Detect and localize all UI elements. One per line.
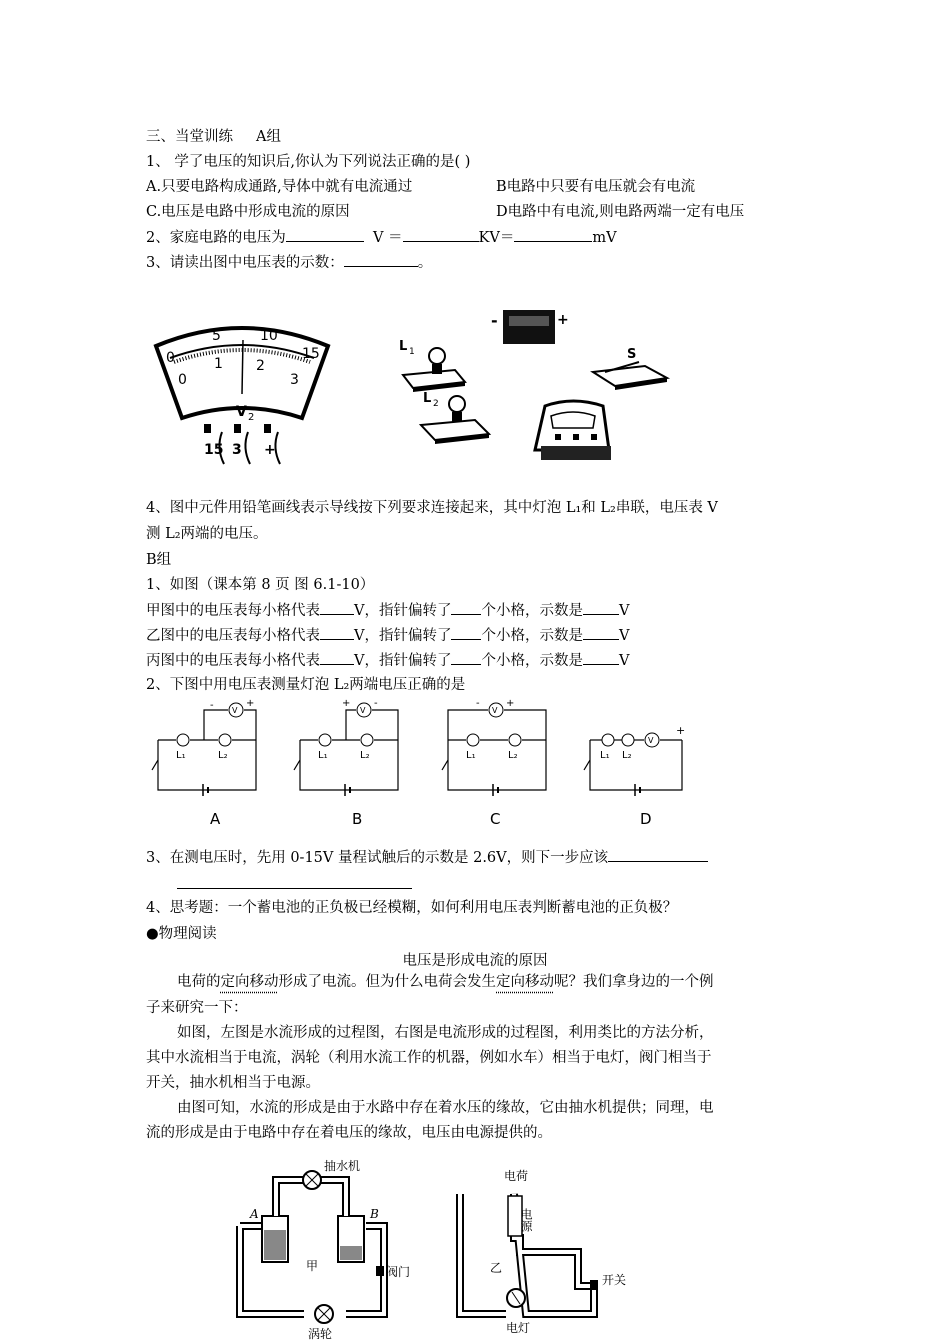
q1-stem: 1、 学了电压的知识后,你认为下列说法正确的是( ) <box>146 154 471 170</box>
q1-option-c: C.电压是电路中形成电流的原因 <box>146 204 350 220</box>
svg-text:+: + <box>246 698 255 709</box>
option-d-label: D <box>640 810 652 828</box>
svg-text:-: - <box>210 700 214 711</box>
components-figure <box>395 300 675 465</box>
reading-p2-line-1: 如图，左图是水流形成的过程图，右图是电流形成的过程图，利用类比的方法分析， <box>177 1025 714 1041</box>
row-text: V <box>618 603 630 619</box>
svg-text:+: + <box>557 312 569 328</box>
blank[interactable] <box>451 650 481 665</box>
circuit-b <box>294 698 398 828</box>
q2-blank-2[interactable] <box>403 227 479 242</box>
scale-bottom-1: 1 <box>214 356 223 372</box>
figure-yi-label: 乙 <box>490 1261 503 1275</box>
svg-text:+: + <box>506 698 515 709</box>
q2-line <box>146 227 617 248</box>
q1-option-a: A.只要电路构成通路,导体中就有电流通过 <box>146 179 413 195</box>
option-c-label: C <box>490 810 501 828</box>
blank[interactable] <box>583 600 619 615</box>
svg-text:L₁: L₁ <box>466 750 476 761</box>
svg-text:2: 2 <box>433 399 439 409</box>
emphasis: 定向移动 <box>496 974 554 990</box>
battery-icon <box>491 310 569 344</box>
blank[interactable] <box>320 625 354 640</box>
b-q4-line: 4、思考题：一个蓄电池的正负极已经模糊，如何利用电压表判断蓄电池的正负极？ <box>146 900 678 916</box>
terminal-3: 3 <box>232 442 242 458</box>
scale-top-0: 0 <box>166 350 175 366</box>
b-q3-blank-2[interactable] <box>177 888 412 889</box>
switch-label: 开关 <box>602 1273 627 1287</box>
blank[interactable] <box>583 650 619 665</box>
row-text: 个小格，示数是 <box>481 603 583 619</box>
svg-text:-: - <box>374 698 378 709</box>
emphasis: 定向移动 <box>220 974 279 990</box>
text: 形成了电流。但为什么电荷会发生 <box>278 974 496 990</box>
option-b-label: B <box>352 810 363 828</box>
reading-p1-line-2: 子来研究一下： <box>146 1000 248 1016</box>
svg-text:S: S <box>627 347 637 362</box>
q4-line-1: 4、图中元件用铅笔画线表示导线按下列要求连接起来，其中灯泡 L₁和 L₂串联，电压表 V <box>146 500 718 516</box>
svg-text:+: + <box>342 698 351 709</box>
b-q1-row-2 <box>146 625 629 646</box>
q1-option-d: D电路中有电流,则电路两端一定有电压 <box>496 204 745 220</box>
electric-flow-figure <box>446 1168 636 1335</box>
circuit-diagrams <box>148 698 708 833</box>
source-label: 电源 <box>519 1208 533 1232</box>
reading-p3-line-2: 流的形成是由于电路中存在着电压的缘故，电压由电源提供的。 <box>146 1125 552 1141</box>
q2-text-4: mV <box>592 230 617 246</box>
blank[interactable] <box>451 625 481 640</box>
group-b-label: B组 <box>146 552 172 568</box>
svg-text:V: V <box>648 736 654 745</box>
b-q3-blank-1[interactable] <box>608 847 708 862</box>
row-text: 丙图中的电压表每小格代表 <box>146 653 320 669</box>
reading-title: 电压是形成电流的原因 <box>402 953 548 969</box>
option-a-label: A <box>210 810 221 828</box>
q3-end: 。 <box>417 255 433 271</box>
voltmeter-figure <box>152 318 332 468</box>
water-flow-figure <box>234 1158 414 1341</box>
scale-bottom-3: 3 <box>290 372 299 388</box>
circuit-a <box>152 698 256 828</box>
text: 电荷的 <box>177 974 221 990</box>
row-text: V，指针偏转了 <box>354 653 452 669</box>
bulb-l2-icon <box>421 391 489 444</box>
svg-text:L₁: L₁ <box>600 750 610 761</box>
tank-a-label: A <box>250 1207 259 1221</box>
figure-jia-label: 甲 <box>306 1259 319 1273</box>
svg-text:L₂: L₂ <box>622 750 632 761</box>
svg-text:L₂: L₂ <box>360 750 370 761</box>
q3-line <box>146 252 432 273</box>
section-a-heading <box>146 127 281 147</box>
row-text: 个小格，示数是 <box>481 653 583 669</box>
section-heading: 三、当堂训练 <box>146 129 233 145</box>
scale-top-5: 5 <box>212 328 221 344</box>
reading-heading: ●物理阅读 <box>146 926 217 942</box>
row-text: 乙图中的电压表每小格代表 <box>146 628 320 644</box>
q2-blank-3[interactable] <box>514 227 592 242</box>
group-label: A组 <box>256 129 282 145</box>
terminal-plus: + <box>264 442 276 458</box>
reading-p2-line-3: 开关，抽水机相当于电源。 <box>146 1075 320 1091</box>
blank[interactable] <box>320 600 354 615</box>
svg-text:L: L <box>423 391 432 406</box>
tank-b-label: B <box>370 1207 379 1221</box>
svg-text:1: 1 <box>409 347 415 357</box>
circuit-c <box>442 698 546 828</box>
voltmeter-device-icon <box>535 401 611 460</box>
bulb-l1-icon <box>399 339 465 392</box>
q2-text-1: 2、家庭电路的电压为 <box>146 230 286 246</box>
svg-text:L₁: L₁ <box>318 750 328 761</box>
scale-top-15: 15 <box>302 346 320 362</box>
switch-icon <box>593 347 667 390</box>
row-text: V <box>618 628 630 644</box>
svg-text:V: V <box>232 706 238 715</box>
svg-text:V: V <box>360 706 366 715</box>
charge-label: 电荷 <box>504 1169 529 1183</box>
row-text: V，指针偏转了 <box>354 603 452 619</box>
q1-option-b: B电路中只要有电压就会有电流 <box>496 179 696 195</box>
reading-p3-line-1: 由图可知，水流的形成是由于水路中存在着水压的缘故，它由抽水机提供；同理，电 <box>177 1100 714 1116</box>
b-q1-stem: 1、如图（课本第 8 页 图 6.1-10） <box>146 577 375 593</box>
row-text: 个小格，示数是 <box>481 628 583 644</box>
reading-p1-line-1 <box>177 972 714 992</box>
q3-text: 3、请读出图中电压表的示数： <box>146 255 344 271</box>
terminal-15: 15 <box>204 442 224 458</box>
b-q1-row-1 <box>146 600 629 621</box>
row-text: 甲图中的电压表每小格代表 <box>146 603 320 619</box>
lamp-label: 电灯 <box>506 1321 531 1335</box>
q2-text-2: V ＝ <box>372 230 403 246</box>
circuit-d <box>584 724 685 828</box>
b-q2-stem: 2、下图中用电压表测量灯泡 L₂两端电压正确的是 <box>146 677 466 693</box>
turbine-label: 涡轮 <box>308 1327 333 1341</box>
svg-text:L: L <box>399 339 408 354</box>
meter-label-sub: 2 <box>248 412 255 423</box>
q4-line-2: 测 L₂两端的电压。 <box>146 526 268 542</box>
svg-text:-: - <box>491 311 498 330</box>
svg-text:-: - <box>476 698 480 709</box>
blank[interactable] <box>451 600 481 615</box>
svg-text:L₂: L₂ <box>218 750 228 761</box>
b-q3-line <box>146 847 708 868</box>
q2-text-3: KV＝ <box>478 230 515 246</box>
row-text: V，指针偏转了 <box>354 628 452 644</box>
b-q1-row-3 <box>146 650 629 671</box>
q3-blank[interactable] <box>344 252 418 267</box>
blank[interactable] <box>583 625 619 640</box>
valve-label: 阀门 <box>386 1265 411 1279</box>
svg-text:L₁: L₁ <box>176 750 186 761</box>
scale-bottom-0: 0 <box>178 372 187 388</box>
meter-label: V <box>236 404 247 420</box>
blank[interactable] <box>320 650 354 665</box>
row-text: V <box>618 653 630 669</box>
scale-top-10: 10 <box>260 328 278 344</box>
svg-text:L₂: L₂ <box>508 750 518 761</box>
b-q3-text: 3、在测电压时，先用 0-15V 量程试触后的示数是 2.6V，则下一步应该 <box>146 850 609 866</box>
text: 呢？我们拿身边的一个例 <box>554 974 714 990</box>
q2-blank-1[interactable] <box>286 227 364 242</box>
scale-bottom-2: 2 <box>256 358 265 374</box>
pump-label: 抽水机 <box>324 1159 361 1173</box>
svg-text:V: V <box>492 706 498 715</box>
svg-text:+: + <box>676 724 686 737</box>
reading-p2-line-2: 其中水流相当于电流，涡轮（利用水流工作的机器，例如水车）相当于电灯，阀门相当于 <box>146 1050 712 1066</box>
